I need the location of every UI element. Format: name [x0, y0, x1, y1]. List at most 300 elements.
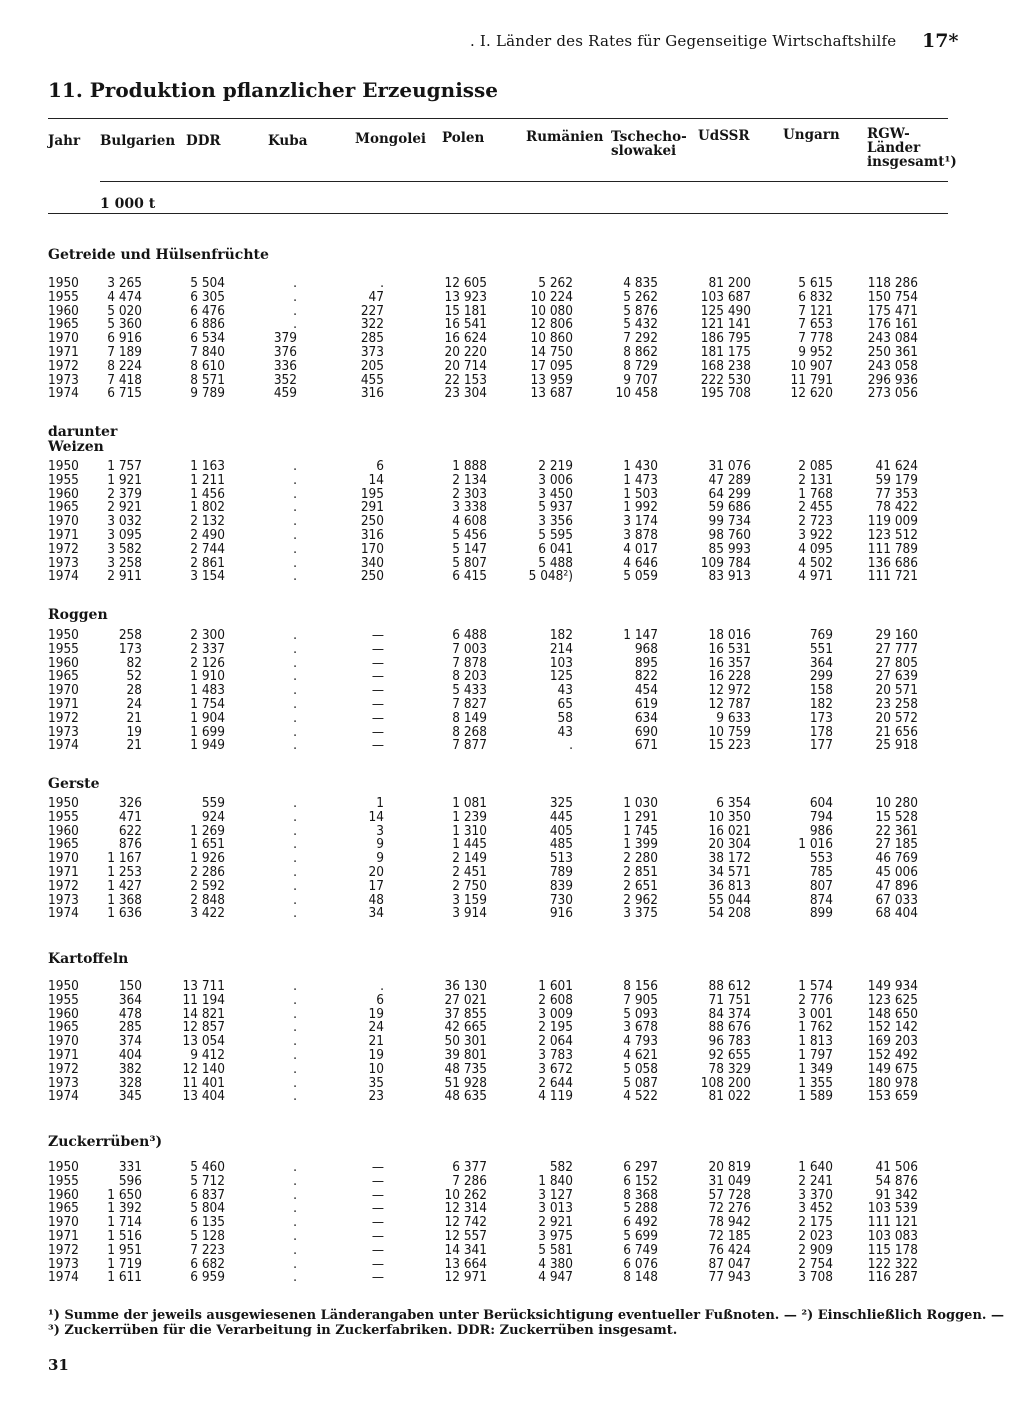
value-cell: 13 959 [530, 371, 573, 388]
value-cell: 43 [557, 723, 573, 740]
value-cell: . [293, 288, 297, 305]
page-marker: 17* [922, 30, 959, 52]
year-cell: 1971 [48, 864, 79, 880]
value-cell: 36 813 [708, 877, 751, 894]
value-cell: 250 [360, 568, 384, 585]
value-cell: 111 789 [867, 540, 918, 557]
year-cell: 1950 [48, 275, 79, 291]
value-cell: 326 [118, 795, 142, 811]
year-cell: 1950 [48, 627, 79, 643]
value-cell: 23 304 [444, 385, 487, 402]
value-cell: 376 [273, 344, 297, 360]
value-cell: 1 714 [107, 1214, 142, 1231]
value-cell: 51 928 [444, 1074, 487, 1091]
value-cell: 364 [118, 991, 142, 1008]
value-cell: 3 582 [107, 540, 142, 557]
value-cell: 3 009 [538, 1005, 573, 1022]
value-cell: 2 776 [798, 991, 833, 1008]
value-cell: . [293, 1047, 297, 1063]
value-cell: 9 412 [190, 1047, 225, 1063]
value-cell: 4 947 [538, 1269, 573, 1286]
value-cell: 345 [118, 1088, 142, 1105]
value-cell: 14 341 [444, 1241, 487, 1258]
value-cell: 50 301 [444, 1033, 487, 1050]
value-cell: 8 148 [623, 1269, 658, 1286]
header-mid-rule [100, 181, 948, 182]
value-cell: 553 [809, 850, 833, 867]
section-title: Gerste [48, 776, 100, 792]
value-cell: 91 342 [875, 1186, 918, 1203]
value-cell: . [293, 891, 297, 908]
value-cell: 6 [376, 991, 384, 1008]
value-cell: 3 450 [538, 485, 573, 502]
table-title: 11. Produktion pflanzlicher Erzeugnisse [48, 78, 499, 102]
value-cell: 39 801 [444, 1047, 487, 1063]
value-cell: 6 [376, 458, 384, 474]
value-cell: 258 [118, 627, 142, 643]
value-cell: 3 878 [623, 527, 658, 543]
value-cell: 619 [634, 696, 658, 712]
value-cell: 478 [118, 1005, 142, 1022]
value-cell: 2 455 [798, 499, 833, 516]
value-cell: 28 [126, 682, 142, 699]
value-cell: 8 203 [452, 668, 487, 685]
value-cell: 6 354 [716, 795, 751, 811]
header-mongolei: Mongolei [355, 131, 427, 147]
year-cell: 1973 [48, 1255, 79, 1272]
section-title: darunter [48, 424, 118, 440]
value-cell: 1 904 [190, 709, 225, 726]
value-cell: 299 [809, 668, 833, 685]
value-cell: 42 665 [444, 1019, 487, 1036]
value-cell: 10 080 [530, 302, 573, 319]
value-cell: . [293, 978, 297, 994]
value-cell: 41 506 [875, 1159, 918, 1175]
value-cell: 3 922 [798, 527, 833, 543]
value-cell: 328 [118, 1074, 142, 1091]
year-cell: 1973 [48, 554, 79, 571]
value-cell: 5 581 [538, 1241, 573, 1258]
value-cell: 4 971 [798, 568, 833, 585]
year-cell: 1965 [48, 668, 79, 685]
year-cell: 1950 [48, 458, 79, 474]
value-cell: 12 557 [444, 1228, 487, 1244]
value-cell: 10 [368, 1060, 384, 1077]
value-cell: 5 048²) [528, 568, 573, 585]
value-cell: . [293, 1214, 297, 1231]
value-cell: 1 456 [190, 485, 225, 502]
value-cell: 1 949 [190, 737, 225, 754]
value-cell: 176 161 [867, 316, 918, 333]
value-cell: 82 [126, 654, 142, 671]
value-cell: 12 314 [444, 1200, 487, 1217]
value-cell: 7 003 [452, 640, 487, 657]
header-rgw-3: insgesamt¹) [867, 154, 957, 170]
value-cell: 168 238 [700, 357, 751, 374]
value-cell: 1 636 [107, 905, 142, 922]
value-cell: 1 762 [798, 1019, 833, 1036]
value-cell: 3 174 [623, 513, 658, 530]
value-cell: 13 687 [530, 385, 573, 402]
value-cell: . [293, 850, 297, 867]
value-cell: 195 [360, 485, 384, 502]
value-cell: 559 [201, 795, 225, 811]
value-cell: 1 163 [190, 458, 225, 474]
year-cell: 1972 [48, 877, 79, 894]
value-cell: 1 745 [623, 822, 658, 839]
value-cell: 6 715 [107, 385, 142, 402]
value-cell: 2 644 [538, 1074, 573, 1091]
value-cell: 8 729 [623, 357, 658, 374]
value-cell: . [293, 795, 297, 811]
value-cell: 23 258 [875, 696, 918, 712]
value-cell: 6 682 [190, 1255, 225, 1272]
header-top-rule [48, 118, 948, 119]
value-cell: 374 [118, 1033, 142, 1050]
value-cell: 24 [126, 696, 142, 712]
value-cell: 7 121 [798, 302, 833, 319]
value-cell: 2 848 [190, 891, 225, 908]
year-cell: 1965 [48, 499, 79, 516]
value-cell: 148 650 [867, 1005, 918, 1022]
year-cell: 1971 [48, 344, 79, 360]
year-cell: 1973 [48, 891, 79, 908]
value-cell: 205 [360, 357, 384, 374]
value-cell: 16 541 [444, 316, 487, 333]
value-cell: 2 754 [798, 1255, 833, 1272]
value-cell: 173 [118, 640, 142, 657]
value-cell: 2 195 [538, 1019, 573, 1036]
value-cell: . [293, 696, 297, 712]
value-cell: 364 [809, 654, 833, 671]
value-cell: 3 975 [538, 1228, 573, 1244]
value-cell: 54 876 [875, 1172, 918, 1189]
value-cell: 2 175 [798, 1214, 833, 1231]
value-cell: 58 [557, 709, 573, 726]
value-cell: 169 203 [867, 1033, 918, 1050]
value-cell: 6 297 [623, 1159, 658, 1175]
value-cell: 2 379 [107, 485, 142, 502]
value-cell: 1 147 [623, 627, 658, 643]
value-cell: 5 087 [623, 1074, 658, 1091]
value-cell: 471 [118, 808, 142, 825]
value-cell: 10 350 [708, 808, 751, 825]
value-cell: 35 [368, 1074, 384, 1091]
year-cell: 1972 [48, 1060, 79, 1077]
value-cell: 7 827 [452, 696, 487, 712]
value-cell: 634 [634, 709, 658, 726]
value-cell: — [371, 640, 384, 657]
value-cell: 5 059 [623, 568, 658, 585]
value-cell: 15 223 [708, 737, 751, 754]
value-cell: 175 471 [867, 302, 918, 319]
value-cell: 4 608 [452, 513, 487, 530]
year-cell: 1960 [48, 822, 79, 839]
value-cell: 1 291 [623, 808, 658, 825]
value-cell: 3 006 [538, 471, 573, 488]
value-cell: 14 821 [182, 1005, 225, 1022]
value-cell: . [293, 1269, 297, 1286]
value-cell: 21 [126, 737, 142, 754]
value-cell: . [293, 808, 297, 825]
value-cell: 17 095 [530, 357, 573, 374]
value-cell: — [371, 737, 384, 754]
value-cell: — [371, 1172, 384, 1189]
year-cell: 1973 [48, 723, 79, 740]
value-cell: 214 [549, 640, 573, 657]
value-cell: 6 492 [623, 1214, 658, 1231]
year-cell: 1971 [48, 696, 79, 712]
value-cell: 3 422 [190, 905, 225, 922]
value-cell: 20 304 [708, 836, 751, 853]
value-cell: 2 286 [190, 864, 225, 880]
value-cell: 227 [360, 302, 384, 319]
value-cell: 1 239 [452, 808, 487, 825]
value-cell: 37 855 [444, 1005, 487, 1022]
header-polen: Polen [442, 130, 485, 146]
value-cell: 180 978 [867, 1074, 918, 1091]
value-cell: 1 445 [452, 836, 487, 853]
value-cell: 1 813 [798, 1033, 833, 1050]
value-cell: 178 [809, 723, 833, 740]
value-cell: 2 337 [190, 640, 225, 657]
year-cell: 1970 [48, 850, 79, 867]
value-cell: 47 [368, 288, 384, 305]
value-cell: 22 153 [444, 371, 487, 388]
year-cell: 1970 [48, 1033, 79, 1050]
value-cell: 121 141 [700, 316, 751, 333]
value-cell: 16 021 [708, 822, 751, 839]
value-cell: 4 835 [623, 275, 658, 291]
value-cell: 3 154 [190, 568, 225, 585]
value-cell: . [293, 627, 297, 643]
value-cell: 839 [549, 877, 573, 894]
value-cell: 152 492 [867, 1047, 918, 1063]
value-cell: 243 058 [867, 357, 918, 374]
value-cell: — [371, 1255, 384, 1272]
value-cell: . [293, 864, 297, 880]
value-cell: 6 959 [190, 1269, 225, 1286]
value-cell: 1 910 [190, 668, 225, 685]
value-cell: . [293, 1255, 297, 1272]
value-cell: 331 [118, 1159, 142, 1175]
value-cell: 10 262 [444, 1186, 487, 1203]
value-cell: 9 789 [190, 385, 225, 402]
value-cell: 459 [273, 385, 297, 402]
value-cell: 2 750 [452, 877, 487, 894]
header-rumaenien: Rumänien [526, 129, 604, 145]
value-cell: 5 460 [190, 1159, 225, 1175]
header-rgw-1: RGW- [867, 126, 910, 142]
value-cell: 250 [360, 513, 384, 530]
value-cell: 12 972 [708, 682, 751, 699]
value-cell: 1 349 [798, 1060, 833, 1077]
value-cell: 27 805 [875, 654, 918, 671]
value-cell: 77 943 [708, 1269, 751, 1286]
value-cell: 182 [549, 627, 573, 643]
value-cell: 2 064 [538, 1033, 573, 1050]
value-cell: 1 [376, 795, 384, 811]
value-cell: 4 474 [107, 288, 142, 305]
value-cell: 8 268 [452, 723, 487, 740]
value-cell: . [293, 640, 297, 657]
value-cell: . [293, 905, 297, 922]
value-cell: 291 [360, 499, 384, 516]
value-cell: 1 768 [798, 485, 833, 502]
year-cell: 1972 [48, 540, 79, 557]
year-cell: 1965 [48, 1200, 79, 1217]
value-cell: 6 415 [452, 568, 487, 585]
value-cell: — [371, 1241, 384, 1258]
value-cell: 1 167 [107, 850, 142, 867]
year-cell: 1955 [48, 288, 79, 305]
value-cell: 21 [126, 709, 142, 726]
value-cell: 17 [368, 877, 384, 894]
unit-label: 1 000 t [100, 196, 156, 212]
value-cell: 596 [118, 1172, 142, 1189]
value-cell: . [293, 485, 297, 502]
value-cell: 895 [634, 654, 658, 671]
value-cell: 2 280 [623, 850, 658, 867]
value-cell: . [293, 1159, 297, 1175]
value-cell: 3 032 [107, 513, 142, 530]
value-cell: 123 512 [867, 527, 918, 543]
value-cell: 6 041 [538, 540, 573, 557]
value-cell: 336 [273, 357, 297, 374]
value-cell: 13 404 [182, 1088, 225, 1105]
year-cell: 1972 [48, 357, 79, 374]
value-cell: 13 923 [444, 288, 487, 305]
value-cell: 5 488 [538, 554, 573, 571]
value-cell: 27 185 [875, 836, 918, 853]
value-cell: 34 571 [708, 864, 751, 880]
value-cell: 16 531 [708, 640, 751, 657]
value-cell: 123 625 [867, 991, 918, 1008]
value-cell: 7 653 [798, 316, 833, 333]
value-cell: . [293, 1074, 297, 1091]
year-cell: 1972 [48, 709, 79, 726]
value-cell: 7 878 [452, 654, 487, 671]
value-cell: 5 128 [190, 1228, 225, 1244]
value-cell: 181 175 [700, 344, 751, 360]
header-jahr: Jahr [48, 133, 81, 149]
value-cell: . [293, 1228, 297, 1244]
value-cell: 103 687 [700, 288, 751, 305]
value-cell: 18 016 [708, 627, 751, 643]
value-cell: 3 127 [538, 1186, 573, 1203]
value-cell: — [371, 1214, 384, 1231]
value-cell: 6 886 [190, 316, 225, 333]
value-cell: 88 612 [708, 978, 751, 994]
value-cell: 2 451 [452, 864, 487, 880]
value-cell: 1 253 [107, 864, 142, 880]
value-cell: 27 777 [875, 640, 918, 657]
value-cell: 322 [360, 316, 384, 333]
year-cell: 1955 [48, 471, 79, 488]
value-cell: 15 181 [444, 302, 487, 319]
value-cell: — [371, 1228, 384, 1244]
value-cell: 5 360 [107, 316, 142, 333]
value-cell: 10 224 [530, 288, 573, 305]
value-cell: 22 361 [875, 822, 918, 839]
value-cell: 9 [376, 850, 384, 867]
value-cell: 2 608 [538, 991, 573, 1008]
value-cell: 55 044 [708, 891, 751, 908]
value-cell: . [293, 877, 297, 894]
value-cell: 27 021 [444, 991, 487, 1008]
year-cell: 1974 [48, 568, 79, 585]
value-cell: 78 329 [708, 1060, 751, 1077]
value-cell: 116 287 [867, 1269, 918, 1286]
value-cell: 2 651 [623, 877, 658, 894]
value-cell: 6 916 [107, 330, 142, 347]
value-cell: 7 905 [623, 991, 658, 1008]
value-cell: 2 744 [190, 540, 225, 557]
value-cell: 6 832 [798, 288, 833, 305]
value-cell: 405 [549, 822, 573, 839]
value-cell: 1 355 [798, 1074, 833, 1091]
value-cell: 12 605 [444, 275, 487, 291]
value-cell: 6 488 [452, 627, 487, 643]
value-cell: 6 837 [190, 1186, 225, 1203]
value-cell: 316 [360, 385, 384, 402]
value-cell: 455 [360, 371, 384, 388]
value-cell: . [293, 1088, 297, 1105]
value-cell: . [293, 1186, 297, 1203]
value-cell: 7 418 [107, 371, 142, 388]
year-cell: 1974 [48, 1269, 79, 1286]
value-cell: 88 676 [708, 1019, 751, 1036]
value-cell: 3 783 [538, 1047, 573, 1063]
value-cell: 5 262 [538, 275, 573, 291]
value-cell: . [293, 1241, 297, 1258]
value-cell: 77 353 [875, 485, 918, 502]
value-cell: 2 241 [798, 1172, 833, 1189]
value-cell: 316 [360, 527, 384, 543]
value-cell: — [371, 1269, 384, 1286]
value-cell: 2 085 [798, 458, 833, 474]
value-cell: 2 851 [623, 864, 658, 880]
header-bulgarien: Bulgarien [100, 133, 176, 149]
year-cell: 1960 [48, 302, 79, 319]
year-cell: 1973 [48, 371, 79, 388]
section-title: Roggen [48, 607, 108, 623]
value-cell: 12 140 [182, 1060, 225, 1077]
value-cell: 2 861 [190, 554, 225, 571]
value-cell: 2 300 [190, 627, 225, 643]
value-cell: 153 659 [867, 1088, 918, 1105]
value-cell: 1 310 [452, 822, 487, 839]
value-cell: — [371, 723, 384, 740]
value-cell: 1 926 [190, 850, 225, 867]
value-cell: 9 707 [623, 371, 658, 388]
value-cell: . [293, 668, 297, 685]
value-cell: — [371, 654, 384, 671]
value-cell: 43 [557, 682, 573, 699]
value-cell: 13 711 [182, 978, 225, 994]
value-cell: 9 952 [798, 344, 833, 360]
section-title: Getreide und Hülsenfrüchte [48, 247, 269, 263]
value-cell: 10 907 [790, 357, 833, 374]
value-cell: 5 807 [452, 554, 487, 571]
value-cell: 8 368 [623, 1186, 658, 1203]
value-cell: 3 914 [452, 905, 487, 922]
year-cell: 1950 [48, 1159, 79, 1175]
header-ungarn: Ungarn [783, 127, 840, 143]
value-cell: 4 119 [538, 1088, 573, 1105]
value-cell: 513 [549, 850, 573, 867]
value-cell: 12 787 [708, 696, 751, 712]
